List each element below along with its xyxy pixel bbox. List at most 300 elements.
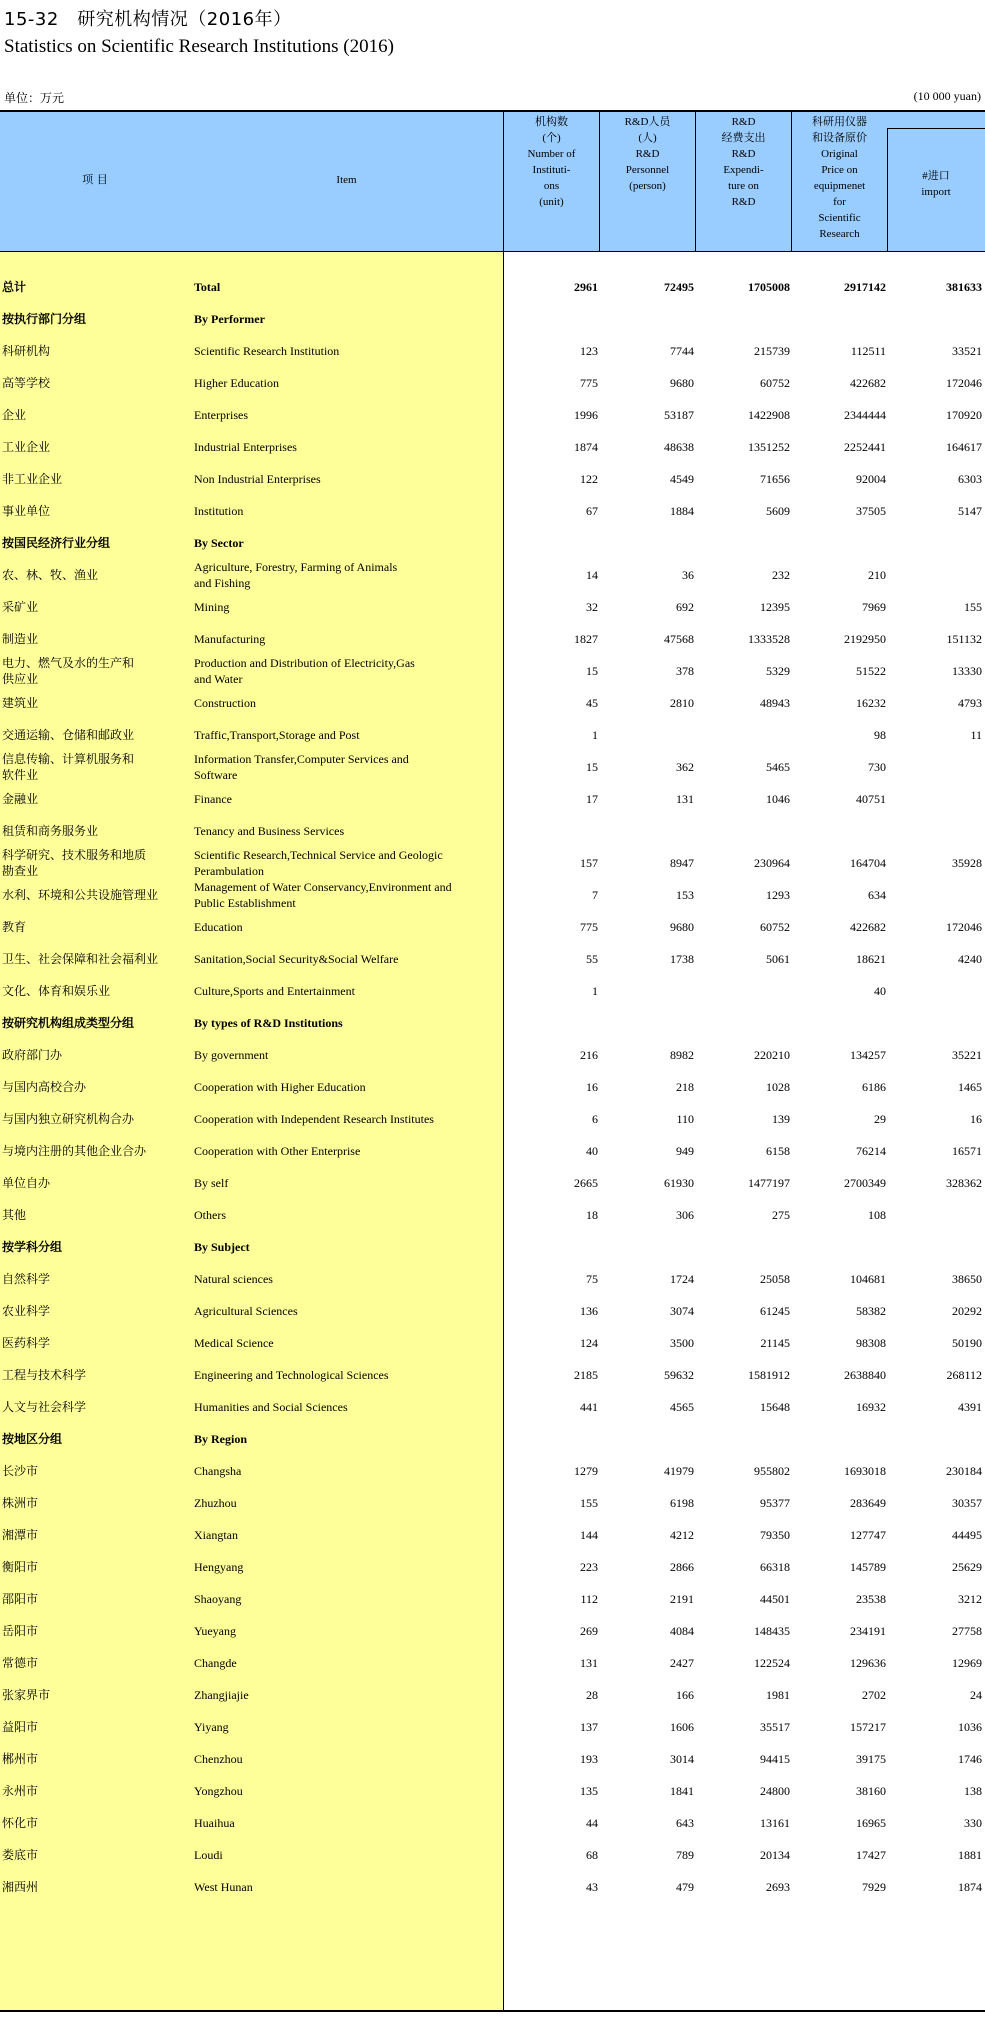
table-row: [0, 1551, 985, 1583]
equipment-price-cell: [792, 1007, 886, 1039]
import-cell: 138: [964, 1783, 982, 1798]
table-row: [0, 943, 985, 975]
row-label-cn: 事业单位: [2, 504, 51, 518]
expenditure-cell: 20134: [760, 1847, 790, 1862]
institutions-cell: [504, 303, 598, 335]
institutions-cell: [504, 1423, 598, 1455]
table-row: [0, 1679, 985, 1711]
expenditure-cell: 5609: [766, 503, 790, 518]
expenditure-cell: [696, 1423, 790, 1455]
equipment-price-cell: 51522: [856, 663, 886, 678]
row-label-en: Sanitation,Social Security&Social Welfare: [194, 952, 399, 966]
row-label-cn: 按国民经济行业分组: [2, 536, 111, 550]
table-row: [0, 751, 985, 783]
equipment-price-cell: 76214: [856, 1143, 886, 1158]
table-row: [0, 1807, 985, 1839]
import-cell: 381633: [946, 279, 982, 294]
personnel-cell: [600, 815, 694, 847]
institutions-cell: 123: [580, 343, 598, 358]
equipment-price-cell: 39175: [856, 1751, 886, 1766]
personnel-cell: 7744: [670, 343, 694, 358]
expenditure-cell: 95377: [760, 1495, 790, 1510]
equipment-price-cell: 283649: [850, 1495, 886, 1510]
institutions-cell: 136: [580, 1303, 598, 1318]
equipment-price-cell: 29: [874, 1111, 886, 1126]
personnel-cell: 41979: [664, 1463, 694, 1478]
expenditure-cell: 21145: [760, 1335, 790, 1350]
table-row: [0, 367, 985, 399]
expenditure-cell: 24800: [760, 1783, 790, 1798]
table-row: [0, 719, 985, 751]
table-row: [0, 463, 985, 495]
equipment-price-cell: 2252441: [844, 439, 886, 454]
table-row: [0, 1103, 985, 1135]
import-cell: 38650: [952, 1271, 982, 1286]
institutions-cell: 269: [580, 1623, 598, 1638]
row-label-en: Management of Water Conservancy,Environment and Public Establishment: [194, 880, 452, 910]
expenditure-cell: 220210: [754, 1047, 790, 1062]
expenditure-cell: 60752: [760, 919, 790, 934]
expenditure-cell: 12395: [760, 599, 790, 614]
expenditure-cell: 94415: [760, 1751, 790, 1766]
expenditure-cell: 5061: [766, 951, 790, 966]
row-label-cn: 按学科分组: [2, 1240, 63, 1254]
equipment-price-cell: 23538: [856, 1591, 886, 1606]
table-header: [0, 112, 985, 252]
expenditure-cell: 15648: [760, 1399, 790, 1414]
expenditure-cell: 48943: [760, 695, 790, 710]
row-label-en: Medical Science: [194, 1336, 274, 1350]
equipment-price-cell: 2700349: [844, 1175, 886, 1190]
unit-label-cn: 单位：万元: [4, 91, 65, 105]
equipment-price-cell: 58382: [856, 1303, 886, 1318]
import-cell: 3212: [958, 1591, 982, 1606]
row-label-en: Enterprises: [194, 408, 248, 422]
row-label-en: Chenzhou: [194, 1752, 243, 1766]
import-cell: [888, 1231, 982, 1263]
row-label-cn: 人文与社会科学: [2, 1400, 87, 1414]
table-row: [0, 1071, 985, 1103]
table-row: [0, 1039, 985, 1071]
expenditure-cell: 66318: [760, 1559, 790, 1574]
table-row: [0, 271, 985, 303]
table-row: [0, 559, 985, 591]
equipment-price-cell: 634: [868, 887, 886, 902]
row-label-en: Culture,Sports and Entertainment: [194, 984, 355, 998]
row-label-cn: 交通运输、仓储和邮政业: [2, 728, 135, 742]
institutions-cell: 1279: [574, 1463, 598, 1478]
expenditure-cell: [696, 975, 790, 1007]
expenditure-cell: 79350: [760, 1527, 790, 1542]
row-label-en: Loudi: [194, 1848, 223, 1862]
expenditure-cell: [696, 527, 790, 559]
institutions-cell: 75: [586, 1271, 598, 1286]
equipment-price-cell: [792, 815, 886, 847]
table-row: [0, 303, 985, 335]
row-label-cn: 工程与技术科学: [2, 1368, 87, 1382]
table-row: [0, 495, 985, 527]
row-label-en: By Region: [194, 1432, 248, 1446]
personnel-cell: [600, 527, 694, 559]
row-label-cn: 科研机构: [2, 344, 51, 358]
row-label-cn: 湘潭市: [2, 1528, 39, 1542]
equipment-price-cell: 134257: [850, 1047, 886, 1062]
equipment-price-cell: 145789: [850, 1559, 886, 1574]
equipment-price-cell: 104681: [850, 1271, 886, 1286]
personnel-cell: 110: [676, 1111, 694, 1126]
expenditure-cell: 6158: [766, 1143, 790, 1158]
import-cell: [888, 559, 982, 591]
equipment-price-cell: [792, 303, 886, 335]
row-label-cn: 其他: [2, 1208, 27, 1222]
table-row: [0, 399, 985, 431]
expenditure-cell: 230964: [754, 855, 790, 870]
row-label-en: Scientific Research Institution: [194, 344, 340, 358]
row-label-en: Agriculture, Forestry, Farming of Animals and Fishing: [194, 560, 398, 590]
table-row: [0, 911, 985, 943]
table-row: [0, 591, 985, 623]
expenditure-cell: 35517: [760, 1719, 790, 1734]
equipment-price-cell: 2702: [862, 1687, 886, 1702]
row-label-en: Tenancy and Business Services: [194, 824, 345, 838]
row-label-cn: 怀化市: [2, 1816, 39, 1830]
table-row: [0, 1583, 985, 1615]
personnel-cell: 3074: [670, 1303, 694, 1318]
institutions-cell: 6: [592, 1111, 598, 1126]
institutions-cell: 67: [586, 503, 598, 518]
institutions-cell: 1996: [574, 407, 598, 422]
expenditure-cell: 1705008: [748, 279, 790, 294]
row-label-en: Changde: [194, 1656, 237, 1670]
personnel-cell: [600, 1007, 694, 1039]
header-import: #进口 import: [887, 112, 985, 251]
import-cell: 6303: [958, 471, 982, 486]
expenditure-cell: 1581912: [748, 1367, 790, 1382]
personnel-cell: 3500: [670, 1335, 694, 1350]
import-cell: 35221: [952, 1047, 982, 1062]
institutions-cell: 43: [586, 1879, 598, 1894]
personnel-cell: 166: [676, 1687, 694, 1702]
equipment-price-cell: 157217: [850, 1719, 886, 1734]
table-row: [0, 1871, 985, 1903]
row-label-cn: 科学研究、技术服务和地质 勘查业: [2, 848, 147, 878]
row-label-cn: 建筑业: [2, 696, 39, 710]
row-label-cn: 工业企业: [2, 440, 51, 454]
expenditure-cell: 1422908: [748, 407, 790, 422]
expenditure-cell: 61245: [760, 1303, 790, 1318]
import-cell: 20292: [952, 1303, 982, 1318]
row-label-cn: 总计: [2, 280, 27, 294]
row-label-en: Others: [194, 1208, 226, 1222]
equipment-price-cell: 16965: [856, 1815, 886, 1830]
expenditure-cell: 1477197: [748, 1175, 790, 1190]
institutions-cell: 155: [580, 1495, 598, 1510]
institutions-cell: 17: [586, 791, 598, 806]
row-label-en: Scientific Research,Technical Service and Geologic Perambulation: [194, 848, 443, 878]
personnel-cell: 9680: [670, 919, 694, 934]
equipment-price-cell: 17427: [856, 1847, 886, 1862]
expenditure-cell: 1351252: [748, 439, 790, 454]
equipment-price-cell: 7929: [862, 1879, 886, 1894]
equipment-price-cell: 2638840: [844, 1367, 886, 1382]
institutions-cell: 216: [580, 1047, 598, 1062]
equipment-price-cell: 210: [868, 567, 886, 582]
import-cell: [888, 783, 982, 815]
row-label-en: West Hunan: [194, 1880, 253, 1894]
table-row: [0, 815, 985, 847]
expenditure-cell: 2693: [766, 1879, 790, 1894]
personnel-cell: [600, 303, 694, 335]
institutions-cell: 14: [586, 567, 598, 582]
institutions-cell: 135: [580, 1783, 598, 1798]
row-label-en: Mining: [194, 600, 230, 614]
table-title-en: Statistics on Scientific Research Institutions (2016): [4, 36, 394, 57]
table-row: [0, 1135, 985, 1167]
unit-label-en: (10 000 yuan): [913, 89, 981, 103]
row-label-cn: 自然科学: [2, 1272, 51, 1286]
import-cell: 4391: [958, 1399, 982, 1414]
institutions-cell: 18: [586, 1207, 598, 1222]
personnel-cell: 8947: [670, 855, 694, 870]
row-label-cn: 按执行部门分组: [2, 312, 87, 326]
personnel-cell: [600, 975, 694, 1007]
row-label-cn: 益阳市: [2, 1720, 39, 1734]
table-row: [0, 1199, 985, 1231]
equipment-price-cell: 112511: [850, 343, 886, 358]
equipment-price-cell: [792, 527, 886, 559]
expenditure-cell: 215739: [754, 343, 790, 358]
institutions-cell: 44: [586, 1815, 598, 1830]
header-item-cn: 项 目: [82, 173, 108, 186]
row-label-cn: 单位自办: [2, 1176, 51, 1190]
institutions-cell: 2185: [574, 1367, 598, 1382]
import-cell: 13330: [952, 663, 982, 678]
personnel-cell: 1606: [670, 1719, 694, 1734]
expenditure-cell: 5329: [766, 663, 790, 678]
table-row: [0, 1743, 985, 1775]
personnel-cell: 4565: [670, 1399, 694, 1414]
row-label-en: Yiyang: [194, 1720, 229, 1734]
import-cell: [888, 975, 982, 1007]
equipment-price-cell: 129636: [850, 1655, 886, 1670]
row-label-en: Huaihua: [194, 1816, 235, 1830]
institutions-cell: 124: [580, 1335, 598, 1350]
expenditure-cell: [696, 1231, 790, 1263]
row-label-cn: 金融业: [2, 792, 39, 806]
table-row: [0, 623, 985, 655]
import-cell: 164617: [946, 439, 982, 454]
row-label-en: Cooperation with Higher Education: [194, 1080, 366, 1094]
row-label-en: Zhuzhou: [194, 1496, 237, 1510]
row-label-cn: 岳阳市: [2, 1624, 39, 1638]
equipment-price-cell: 98: [874, 727, 886, 742]
institutions-cell: [504, 815, 598, 847]
expenditure-cell: 139: [772, 1111, 790, 1126]
expenditure-cell: 1293: [766, 887, 790, 902]
row-label-cn: 邵阳市: [2, 1592, 39, 1606]
institutions-cell: 28: [586, 1687, 598, 1702]
row-label-cn: 电力、燃气及水的生产和 供应业: [2, 656, 135, 686]
import-cell: [888, 1199, 982, 1231]
expenditure-cell: 1046: [766, 791, 790, 806]
institutions-cell: 55: [586, 951, 598, 966]
institutions-cell: 137: [580, 1719, 598, 1734]
institutions-cell: 16: [586, 1079, 598, 1094]
table-title-cn: 15-32 研究机构情况（2016年）: [4, 9, 292, 30]
equipment-price-cell: 40: [874, 983, 886, 998]
personnel-cell: 789: [676, 1847, 694, 1862]
row-label-en: Changsha: [194, 1464, 242, 1478]
row-label-en: By Sector: [194, 536, 244, 550]
header-personnel: R&D人员 (人) R&D Personnel (person): [599, 112, 695, 251]
import-cell: 27758: [952, 1623, 982, 1638]
personnel-cell: 1884: [670, 503, 694, 518]
row-label-cn: 与境内注册的其他企业合办: [2, 1144, 147, 1158]
row-label-cn: 非工业企业: [2, 472, 63, 486]
equipment-price-cell: 730: [868, 759, 886, 774]
expenditure-cell: 60752: [760, 375, 790, 390]
header-equipment-price: 科研用仪器 和设备原价 Original Price on equipmenet for Scientific Research: [791, 112, 887, 251]
table-row: [0, 1839, 985, 1871]
institutions-cell: 1827: [574, 631, 598, 646]
row-label-cn: 政府部门办: [2, 1048, 63, 1062]
equipment-price-cell: 108: [868, 1207, 886, 1222]
import-cell: 16571: [952, 1143, 982, 1158]
table-row: [0, 687, 985, 719]
row-label-en: Manufacturing: [194, 632, 266, 646]
table-row: [0, 1487, 985, 1519]
import-cell: [888, 751, 982, 783]
personnel-cell: 131: [676, 791, 694, 806]
table-row: [0, 1167, 985, 1199]
expenditure-cell: 1028: [766, 1079, 790, 1094]
personnel-cell: 643: [676, 1815, 694, 1830]
import-cell: 12969: [952, 1655, 982, 1670]
import-cell: 1874: [958, 1879, 982, 1894]
row-label-en: Agricultural Sciences: [194, 1304, 298, 1318]
row-label-cn: 湘西州: [2, 1880, 39, 1894]
personnel-cell: [600, 1423, 694, 1455]
table-row: [0, 1263, 985, 1295]
row-label-en: Cooperation with Other Enterprise: [194, 1144, 361, 1158]
expenditure-cell: 148435: [754, 1623, 790, 1638]
institutions-cell: 193: [580, 1751, 598, 1766]
institutions-cell: 144: [580, 1527, 598, 1542]
table-row: [0, 1007, 985, 1039]
row-label-cn: 农业科学: [2, 1304, 51, 1318]
expenditure-cell: [696, 1007, 790, 1039]
expenditure-cell: 1981: [766, 1687, 790, 1702]
row-label-en: Finance: [194, 792, 232, 806]
import-cell: 172046: [946, 375, 982, 390]
row-label-en: Engineering and Technological Sciences: [194, 1368, 389, 1382]
equipment-price-cell: 422682: [850, 375, 886, 390]
personnel-cell: 1841: [670, 1783, 694, 1798]
row-label-cn: 长沙市: [2, 1464, 39, 1478]
personnel-cell: [600, 1231, 694, 1263]
institutions-cell: 7: [592, 887, 598, 902]
import-cell: [888, 527, 982, 559]
row-label-cn: 制造业: [2, 632, 39, 646]
expenditure-cell: [696, 719, 790, 751]
table-row: [0, 879, 985, 911]
import-cell: [888, 1007, 982, 1039]
personnel-cell: 48638: [664, 439, 694, 454]
row-label-en: Construction: [194, 696, 256, 710]
expenditure-cell: 13161: [760, 1815, 790, 1830]
table-row: [0, 655, 985, 687]
personnel-cell: 153: [676, 887, 694, 902]
row-label-en: Institution: [194, 504, 244, 518]
import-cell: 1746: [958, 1751, 982, 1766]
table-row: [0, 1711, 985, 1743]
personnel-cell: 949: [676, 1143, 694, 1158]
row-label-en: Information Transfer,Computer Services and Software: [194, 752, 409, 782]
table-row: [0, 1423, 985, 1455]
row-label-en: By Subject: [194, 1240, 250, 1254]
expenditure-cell: 955802: [754, 1463, 790, 1478]
import-cell: 170920: [946, 407, 982, 422]
personnel-cell: 36: [682, 567, 694, 582]
import-cell: 268112: [946, 1367, 982, 1382]
expenditure-cell: 122524: [754, 1655, 790, 1670]
expenditure-cell: 232: [772, 567, 790, 582]
personnel-cell: 59632: [664, 1367, 694, 1382]
equipment-price-cell: 38160: [856, 1783, 886, 1798]
institutions-cell: 1: [592, 727, 598, 742]
personnel-cell: 2810: [670, 695, 694, 710]
import-cell: 1036: [958, 1719, 982, 1734]
import-cell: 33521: [952, 343, 982, 358]
personnel-cell: 61930: [664, 1175, 694, 1190]
institutions-cell: 45: [586, 695, 598, 710]
institutions-cell: 40: [586, 1143, 598, 1158]
personnel-cell: 2866: [670, 1559, 694, 1574]
import-cell: 30357: [952, 1495, 982, 1510]
equipment-price-cell: 40751: [856, 791, 886, 806]
personnel-cell: 72495: [664, 279, 694, 294]
import-cell: [888, 879, 982, 911]
row-label-cn: 娄底市: [2, 1848, 39, 1862]
row-label-cn: 按地区分组: [2, 1432, 63, 1446]
row-label-cn: 信息传输、计算机服务和 软件业: [2, 752, 135, 782]
table-row: [0, 1647, 985, 1679]
institutions-cell: 223: [580, 1559, 598, 1574]
personnel-cell: 378: [676, 663, 694, 678]
row-label-cn: 水利、环境和公共设施管理业: [2, 888, 159, 902]
personnel-cell: 53187: [664, 407, 694, 422]
table-row: [0, 1775, 985, 1807]
row-label-en: Humanities and Social Sciences: [194, 1400, 348, 1414]
institutions-cell: 1: [592, 983, 598, 998]
institutions-cell: 775: [580, 919, 598, 934]
expenditure-cell: 5465: [766, 759, 790, 774]
table-row: [0, 783, 985, 815]
institutions-cell: 15: [586, 663, 598, 678]
personnel-cell: 2191: [670, 1591, 694, 1606]
row-label-en: By types of R&D Institutions: [194, 1016, 343, 1030]
row-label-en: By self: [194, 1176, 229, 1190]
equipment-price-cell: 16232: [856, 695, 886, 710]
header-institutions: 机构数 (个) Number of Instituti- ons (unit): [503, 112, 599, 251]
row-label-cn: 与国内独立研究机构合办: [2, 1112, 135, 1126]
row-label-cn: 企业: [2, 408, 27, 422]
table-row: [0, 1359, 985, 1391]
import-cell: 35928: [952, 855, 982, 870]
import-cell: 4240: [958, 951, 982, 966]
expenditure-cell: [696, 303, 790, 335]
expenditure-cell: 275: [772, 1207, 790, 1222]
